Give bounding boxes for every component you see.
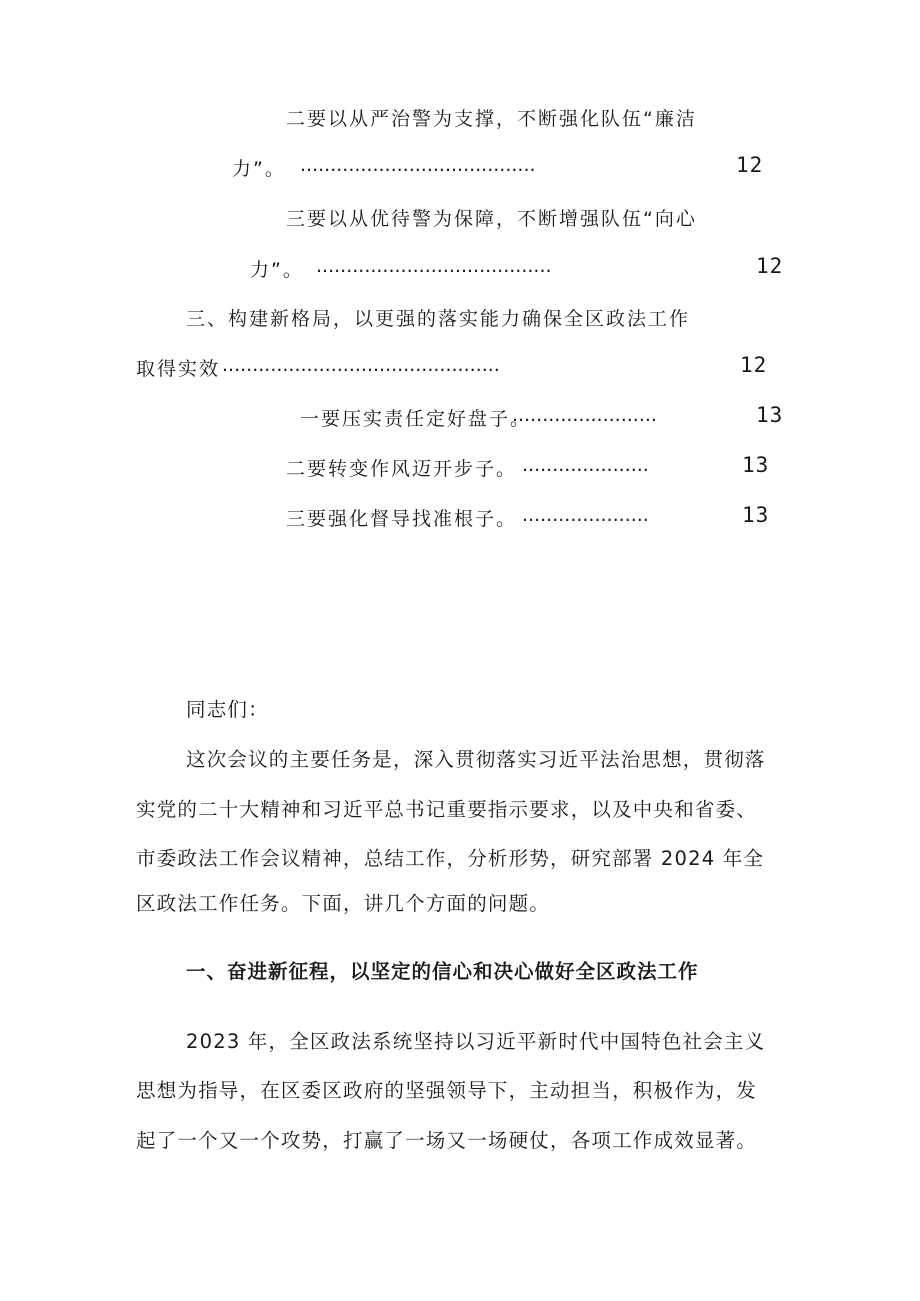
- toc-leader-dots: .......................................: [300, 154, 536, 176]
- toc-entry-text: 力”。: [232, 158, 286, 180]
- toc-entry-text: 二要转变作风迈开步子。: [286, 458, 518, 480]
- paragraph-line: 市委政法工作会议精神，总结工作，分析形势，研究部署 2024 年全: [136, 847, 765, 870]
- paragraph-line: 区政法工作任务。下面，讲几个方面的问题。: [136, 892, 551, 915]
- toc-leader-dots: ........................: [512, 404, 657, 426]
- toc-leader-dots: ..............................................: [222, 354, 500, 376]
- toc-entry-text: 三、构建新格局，以更强的落实能力确保全区政法工作: [186, 308, 691, 330]
- toc-entry-text: 力”。: [250, 259, 304, 281]
- toc-page-number: 12: [756, 254, 784, 278]
- paragraph-line: 2023 年，全区政法系统坚持以习近平新时代中国特色社会主义: [186, 1030, 766, 1053]
- section-heading: 一、奋进新征程，以坚定的信心和决心做好全区政法工作: [186, 960, 699, 983]
- toc-page-number: 12: [740, 353, 768, 377]
- toc-entry-text: 三要以从优待警为保障，不断增强队伍“向心: [286, 208, 697, 230]
- toc-leader-dots: .......................................: [316, 255, 552, 277]
- toc-entry-text: 二要以从严治警为支撑，不断强化队伍“廉洁: [286, 108, 697, 130]
- paragraph-line: 思想为指导，在区委区政府的坚强领导下，主动担当，积极作为，发: [136, 1079, 758, 1102]
- toc-entry-text: 一要压实责任定好盘子。: [300, 408, 532, 430]
- toc-page-number: 12: [736, 153, 764, 177]
- toc-entry-text: 三要强化督导找准根子。: [286, 508, 518, 530]
- toc-entry-text: 取得实效: [136, 358, 221, 380]
- toc-page-number: 13: [756, 403, 784, 427]
- paragraph-line: 实党的二十大精神和习近平总书记重要指示要求，以及中央和省委、: [136, 798, 758, 821]
- toc-page-number: 13: [742, 453, 770, 477]
- toc-leader-dots: .....................: [522, 454, 649, 476]
- toc-leader-dots: .....................: [522, 504, 649, 526]
- toc-page-number: 13: [742, 503, 770, 527]
- paragraph-line: 这次会议的主要任务是，深入贯彻落实习近平法治思想，贯彻落: [186, 748, 766, 771]
- salutation: 同志们：: [186, 698, 269, 721]
- paragraph-line: 起了一个又一个攻势，打赢了一场又一场硬仗，各项工作成效显著。: [136, 1129, 758, 1152]
